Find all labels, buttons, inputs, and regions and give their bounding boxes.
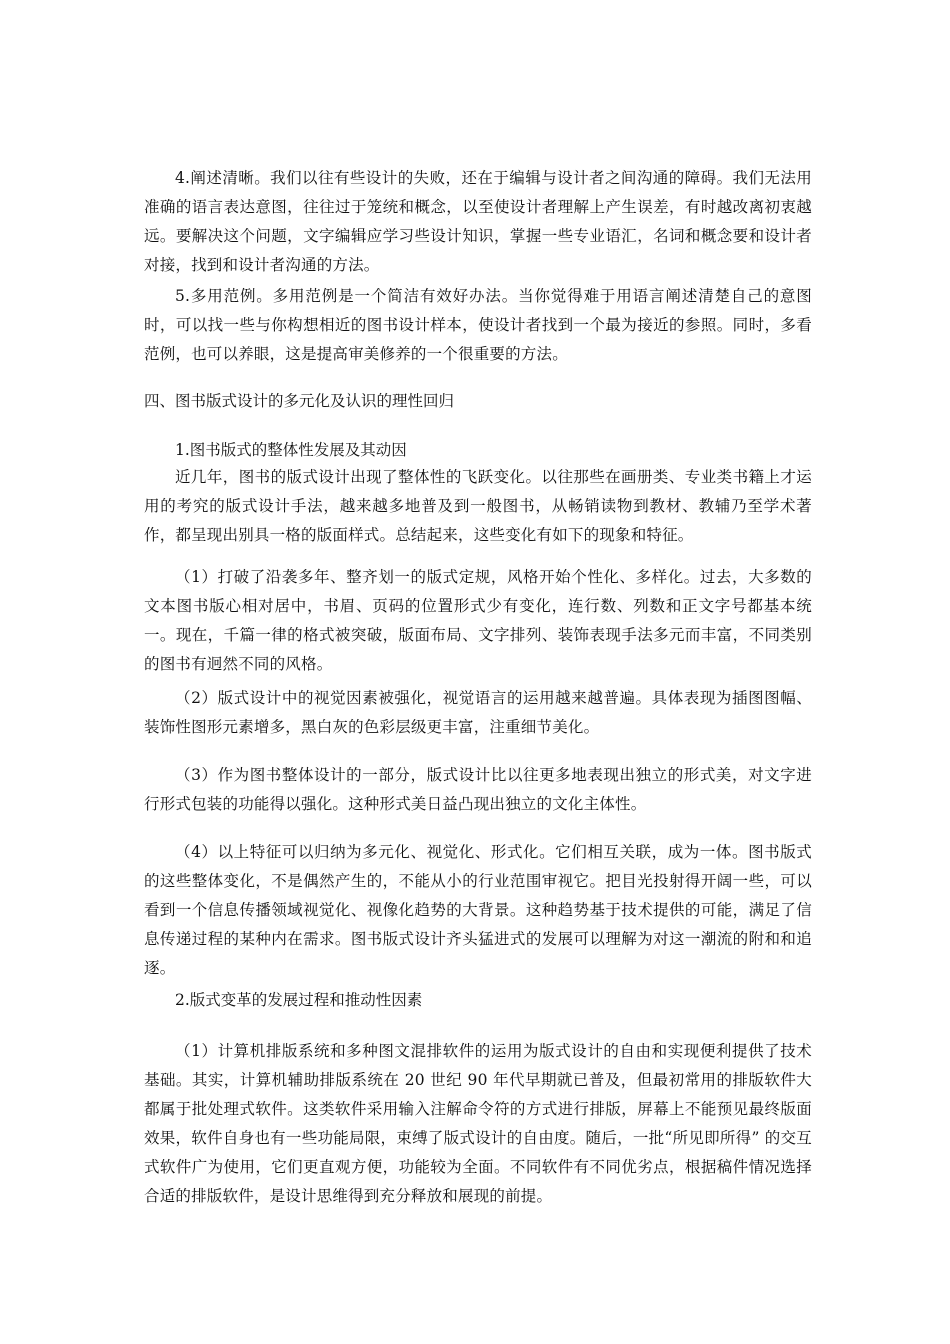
paragraph-overview: 近几年，图书的版式设计出现了整体性的飞跃变化。以往那些在画册类、专业类书籍上才运用的考究的版式设计手法，越来越多地普及到一般图书，从畅销读物到教材、教辅乃至学术著作，都呈现出别具一格的版面样式。总结起来，这些变化有如下的现象和特征。 <box>144 468 812 544</box>
section-heading-4: 四、图书版式设计的多元化及认识的理性回归 <box>144 392 455 410</box>
paragraph-technology: （1）计算机排版系统和多种图文混排软件的运用为版式设计的自由和实现便利提供了技术基础。其实，计算机辅助排版系统在 20 世纪 90 年代早期就已普及，但最初常用的排版软件大都属于批处理式软件。这类软件采用输入注解命令符的方式进行排版，屏幕上不能预见最终版面效果，软件自身也有一些功能局限，束缚了版式设计的自由度。随后，一批“所见即所得” 的交互式软件广为使用，它们更直观方便，功能较为全面。不同软件有不同优劣点，根据稿件情况选择合适的排版软件，是设计思维得到充分释放和展现的前提。 <box>144 1042 813 1205</box>
subsection-heading-1: 1.图书版式的整体性发展及其动因 <box>175 441 407 459</box>
paragraph-feature-2: （2）版式设计中的视觉因素被强化，视觉语言的运用越来越普遍。具体表现为插图图幅、装饰性图形元素增多，黑白灰的色彩层级更丰富，注重细节美化。 <box>144 689 812 736</box>
paragraph-feature-1: （1）打破了沿袭多年、整齐划一的版式定规，风格开始个性化、多样化。过去，大多数的文本图书版心相对居中，书眉、页码的位置形式少有变化，连行数、列数和正文字号都基本统一。现在，千篇一律的格式被突破，版面布局、文字排列、装饰表现手法多元而丰富，不同类别的图书有迥然不同的风格。 <box>144 568 812 673</box>
paragraph-feature-4: （4）以上特征可以归纳为多元化、视觉化、形式化。它们相互关联，成为一体。图书版式的这些整体变化，不是偶然产生的，不能从小的行业范围审视它。把目光投射得开阔一些，可以看到一个信息传播领域视觉化、视像化趋势的大背景。这种趋势基于技术提供的可能，满足了信息传递过程的某种内在需求。图书版式设计齐头猛进式的发展可以理解为对这一潮流的附和和追逐。 <box>144 843 812 977</box>
paragraph-examples: 5.多用范例。多用范例是一个简洁有效好办法。当你觉得难于用语言阐述清楚自己的意图时，可以找一些与你构想相近的图书设计样本，使设计者找到一个最为接近的参照。同时，多看范例，也可以养眼，这是提高审美修养的一个很重要的方法。 <box>144 287 812 363</box>
subsection-heading-2: 2.版式变革的发展过程和推动性因素 <box>175 991 423 1009</box>
paragraph-feature-3: （3）作为图书整体设计的一部分，版式设计比以往更多地表现出独立的形式美，对文字进行形式包装的功能得以强化。这种形式美日益凸现出独立的文化主体性。 <box>144 766 812 813</box>
paragraph-clarity: 4.阐述清晰。我们以往有些设计的失败，还在于编辑与设计者之间沟通的障碍。我们无法用准确的语言表达意图，往往过于笼统和概念，以至使设计者理解上产生误差，有时越改离初衷越远。要解决这个问题，文字编辑应学习些设计知识，掌握一些专业语汇，名词和概念要和设计者对接，找到和设计者沟通的方法。 <box>144 169 812 274</box>
